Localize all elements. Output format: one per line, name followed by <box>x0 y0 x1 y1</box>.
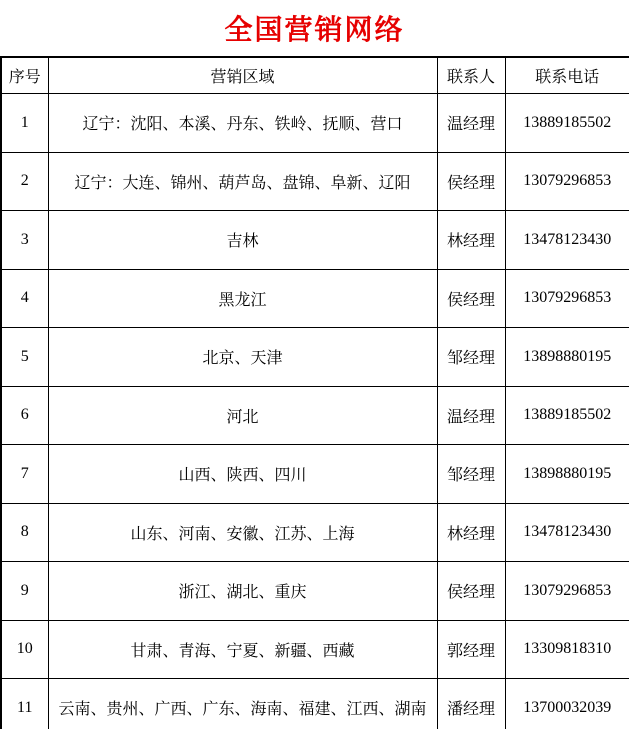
serial-number-cell: 10 <box>1 620 48 679</box>
phone-cell: 13889185502 <box>505 386 629 445</box>
table-row <box>1 445 629 504</box>
serial-number-cell: 7 <box>1 445 48 504</box>
serial-number-cell: 8 <box>1 503 48 562</box>
serial-number-cell: 2 <box>1 152 48 211</box>
header-marketing-region: 营销区域 <box>48 57 437 94</box>
contact-cell: 侯经理 <box>437 269 505 328</box>
contact-cell: 邹经理 <box>437 445 505 504</box>
contact-cell: 温经理 <box>437 386 505 445</box>
table-body <box>1 94 629 729</box>
table-row <box>1 211 629 270</box>
region-cell: 云南、贵州、广西、广东、海南、福建、江西、湖南 <box>48 679 437 729</box>
table-row <box>1 503 629 562</box>
region-cell: 黑龙江 <box>48 269 437 328</box>
table-row <box>1 562 629 621</box>
phone-cell: 13478123430 <box>505 211 629 270</box>
phone-cell: 13700032039 <box>505 679 629 729</box>
table-row <box>1 679 629 729</box>
page-title: 全国营销网络 <box>224 15 405 46</box>
phone-cell: 13898880195 <box>505 328 629 387</box>
region-cell: 浙江、湖北、重庆 <box>48 562 437 621</box>
region-cell: 辽宁：沈阳、本溪、丹东、铁岭、抚顺、营口 <box>48 94 437 153</box>
region-cell: 山西、陕西、四川 <box>48 445 437 504</box>
marketing-network-table <box>0 56 629 729</box>
serial-number-cell: 3 <box>1 211 48 270</box>
region-cell: 北京、天津 <box>48 328 437 387</box>
serial-number-cell: 11 <box>1 679 48 729</box>
contact-cell: 林经理 <box>437 503 505 562</box>
phone-cell: 13478123430 <box>505 503 629 562</box>
contact-cell: 郭经理 <box>437 620 505 679</box>
header-contact-phone: 联系电话 <box>505 57 629 94</box>
serial-number-cell: 9 <box>1 562 48 621</box>
contact-cell: 林经理 <box>437 211 505 270</box>
contact-cell: 潘经理 <box>437 679 505 729</box>
table-row <box>1 94 629 153</box>
table-row <box>1 152 629 211</box>
header-contact-person: 联系人 <box>437 57 505 94</box>
header-serial-number: 序号 <box>1 57 48 94</box>
region-cell: 吉林 <box>48 211 437 270</box>
table-row <box>1 620 629 679</box>
phone-cell: 13079296853 <box>505 562 629 621</box>
contact-cell: 温经理 <box>437 94 505 153</box>
table-row <box>1 328 629 387</box>
serial-number-cell: 1 <box>1 94 48 153</box>
region-cell: 山东、河南、安徽、江苏、上海 <box>48 503 437 562</box>
contact-cell: 侯经理 <box>437 562 505 621</box>
phone-cell: 13079296853 <box>505 152 629 211</box>
region-cell: 辽宁：大连、锦州、葫芦岛、盘锦、阜新、辽阳 <box>48 152 437 211</box>
region-cell: 甘肃、青海、宁夏、新疆、西藏 <box>48 620 437 679</box>
serial-number-cell: 6 <box>1 386 48 445</box>
table-row <box>1 269 629 328</box>
phone-cell: 13889185502 <box>505 94 629 153</box>
phone-cell: 13079296853 <box>505 269 629 328</box>
phone-cell: 13309818310 <box>505 620 629 679</box>
table-row <box>1 386 629 445</box>
phone-cell: 13898880195 <box>505 445 629 504</box>
serial-number-cell: 4 <box>1 269 48 328</box>
contact-cell: 侯经理 <box>437 152 505 211</box>
header-row <box>1 57 629 94</box>
contact-cell: 邹经理 <box>437 328 505 387</box>
region-cell: 河北 <box>48 386 437 445</box>
serial-number-cell: 5 <box>1 328 48 387</box>
